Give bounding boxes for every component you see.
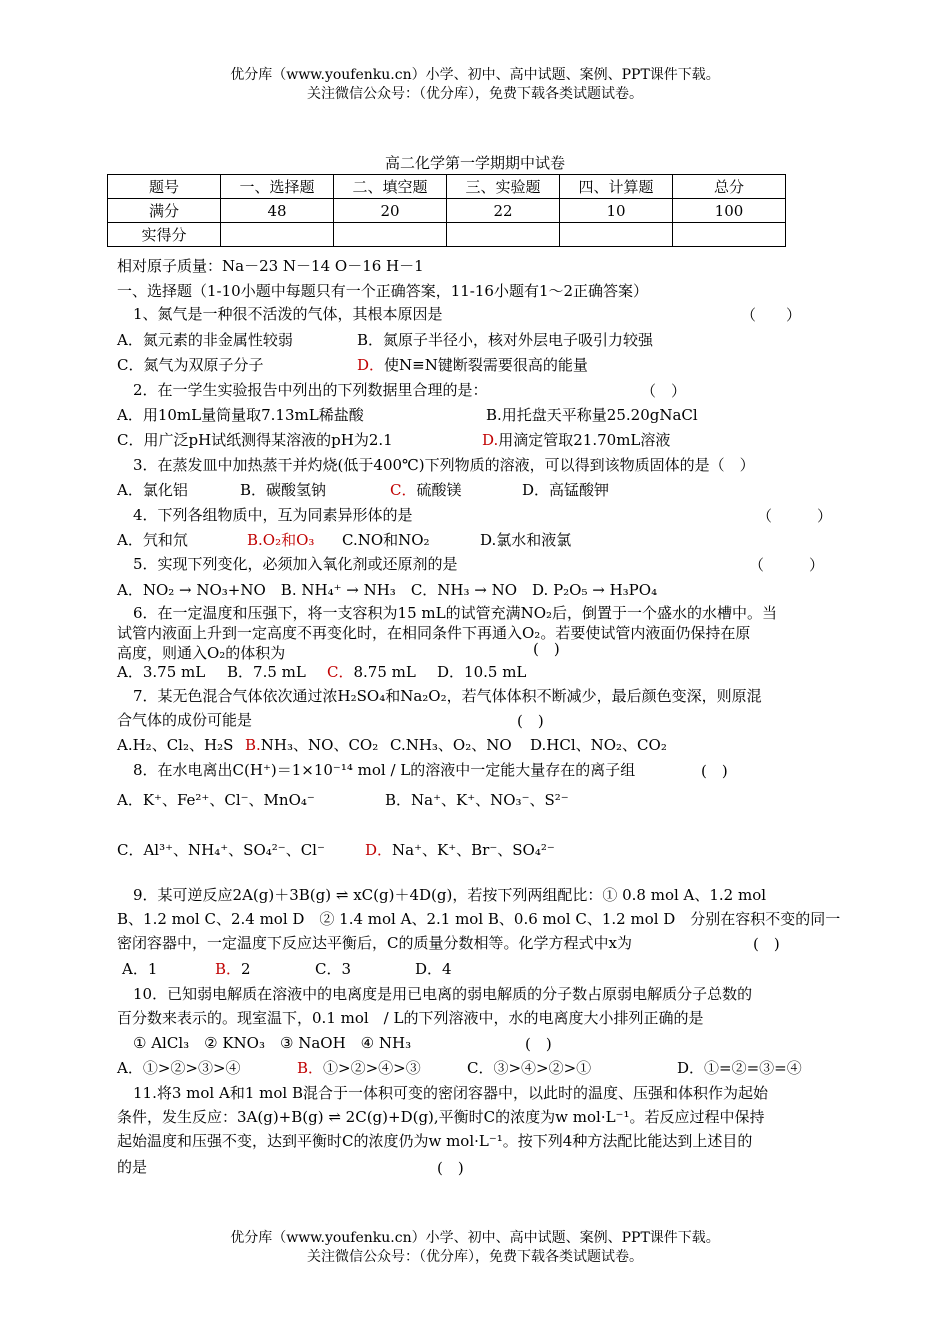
score-input-cell[interactable] (447, 223, 560, 247)
option-d: D．4 (415, 960, 452, 978)
score-input-cell[interactable] (334, 223, 447, 247)
option-a: A．①>②>③>④ (117, 1059, 241, 1077)
option-d: D.HCl、NO₂、CO₂ (530, 736, 667, 754)
answer-parens: ( ) (525, 1035, 552, 1053)
question-11-line-1: 11.将3 mol A和1 mol B混合于一体积可变的密闭容器中，以此时的温度、压强和体积作为起始 (133, 1084, 768, 1102)
page-header (0, 66, 950, 104)
question-5-options: A．NO₂ → NO₃+NO B. NH₄⁺ → NH₃ C．NH₃ → NO D. P₂O₅ → H₃PO₄ (117, 581, 658, 599)
option-c: C.NO和NO₂ (342, 531, 430, 549)
answer-mark: D. (482, 431, 499, 449)
option-a: A．3.75 mL (117, 663, 206, 681)
table-row (108, 199, 786, 223)
option-b (297, 1058, 421, 1078)
option-c (390, 480, 462, 500)
table-cell: 100 (673, 199, 786, 223)
score-input-cell[interactable] (560, 223, 673, 247)
question-11-line-3: 起始温度和压强不变，达到平衡时C的浓度仍为w mol·L⁻¹。按下列4种方法配比能达到上述目的 (117, 1132, 753, 1150)
question-7-line-1: 7．某无色混合气体依次通过浓H₂SO₄和Na₂O₂，若气体体积不断减少，最后颜色变深，则原混 (133, 687, 762, 705)
atomic-mass-note: 相对原子质量：Na－23 N－14 O－16 H－1 (117, 257, 424, 275)
question-10-line-2: 百分数来表示的。现室温下，0.1 mol / L的下列溶液中，水的电离度大小排列正确的是 (117, 1009, 704, 1027)
table-row (108, 175, 786, 199)
score-table (107, 174, 786, 247)
table-cell: 四、计算题 (560, 175, 673, 199)
question-1-stem: 1、氮气是一种很不活泼的气体，其根本原因是 (133, 305, 443, 323)
option-a: A.H₂、Cl₂、H₂S (117, 736, 234, 754)
table-cell: 10 (560, 199, 673, 223)
option-b-text: 2 (241, 960, 251, 978)
option-c: C．3 (315, 960, 352, 978)
question-5-stem: 5．实现下列变化，必须加入氧化剂或还原剂的是 (133, 555, 458, 573)
answer-parens: ( ) (517, 712, 544, 730)
option-c: C．用广泛pH试纸测得某溶液的pH为2.1 (117, 431, 393, 449)
table-cell: 一、选择题 (221, 175, 334, 199)
answer-parens: ( ) (437, 1159, 464, 1177)
question-8-stem: 8．在水电离出C(H⁺)＝1×10⁻¹⁴ mol / L的溶液中一定能大量存在的离子组 (133, 761, 636, 779)
option-b (245, 735, 378, 755)
answer-parens: ( ) (753, 935, 780, 953)
option-b: B．碳酸氢钠 (240, 481, 327, 499)
option-b: B．Na⁺、K⁺、NO₃⁻、S²⁻ (385, 791, 569, 809)
question-7-line-2: 合气体的成份可能是 (117, 711, 253, 729)
option-d-text: 用滴定管取21.70mL溶液 (498, 431, 671, 449)
answer-mark: B. (245, 736, 261, 754)
answer-mark: D． (365, 841, 393, 859)
table-cell: 20 (334, 199, 447, 223)
footer-line-2: 关注微信公众号：（优分库），免费下载各类试题试卷。 (307, 1249, 643, 1265)
question-6-line-2: 试管内液面上升到一定高度不再变化时，在相同条件下再通入O₂。若要使试管内液面仍保持在原 (117, 624, 751, 642)
question-4-stem: 4．下列各组物质中，互为同素异形体的是 (133, 506, 413, 524)
answer-parens: （ ） (749, 556, 825, 574)
question-10-line-1: 10．已知弱电解质在溶液中的电离度是用已电离的弱电解质的分子数占原弱电解质分子总数的 (133, 985, 753, 1003)
option-d: D.氯水和液氯 (480, 531, 572, 549)
table-cell: 48 (221, 199, 334, 223)
section-heading: 一、选择题（1-10小题中每题只有一个正确答案，11-16小题有1～2正确答案） (117, 282, 649, 300)
answer-parens: （ ） (641, 382, 687, 400)
answer-parens: （ ） (741, 306, 802, 324)
question-6-line-1: 6．在一定温度和压强下，将一支容积为15 mL的试管充满NO₂后，倒置于一个盛水的水槽中。当 (133, 604, 778, 622)
table-cell: 22 (447, 199, 560, 223)
option-b-text: NH₃、NO、CO₂ (260, 736, 379, 754)
option-b: B.O₂和O₃ (247, 531, 315, 549)
option-d (357, 355, 588, 375)
answer-parens: ( ) (701, 762, 728, 780)
table-cell: 满分 (108, 199, 221, 223)
question-11-line-2: 条件，发生反应：3A(g)+B(g) ⇌ 2C(g)+D(g),平衡时C的浓度为w mol·L⁻¹。若反应过程中保持 (117, 1108, 765, 1126)
question-3-stem: 3．在蒸发皿中加热蒸干并灼烧(低于400℃)下列物质的溶液，可以得到该物质固体的是（ ） (133, 456, 755, 474)
answer-mark: C． (390, 481, 417, 499)
question-9-line-3: 密闭容器中，一定温度下反应达平衡后，C的质量分数相等。化学方程式中x为 (117, 934, 632, 952)
question-2-stem: 2．在一学生实验报告中列出的下列数据里合理的是： (133, 381, 488, 399)
footer-line-1: 优分库（www.youfenku.cn）小学、初中、高中试题、案例、PPT课件下载。 (230, 1230, 720, 1246)
option-c: C.NH₃、O₂、NO (390, 736, 512, 754)
option-c (327, 662, 416, 682)
table-cell: 总分 (673, 175, 786, 199)
table-cell: 三、实验题 (447, 175, 560, 199)
question-6-line-3: 高度，则通入O₂的体积为 (117, 644, 286, 662)
answer-mark: B． (297, 1059, 324, 1077)
answer-mark: B． (215, 960, 242, 978)
option-c-text: 硫酸镁 (416, 481, 462, 499)
option-b: B.用托盘天平称量25.20gNaCl (486, 406, 698, 424)
option-b: B．7.5 mL (227, 663, 306, 681)
score-input-cell[interactable] (673, 223, 786, 247)
option-b: B．氮原子半径小，核对外层电子吸引力较强 (357, 331, 654, 349)
option-d (365, 840, 555, 860)
option-d-text: 使N≡N键断裂需要很高的能量 (384, 356, 588, 374)
score-input-cell[interactable] (221, 223, 334, 247)
option-d: D．10.5 mL (437, 663, 527, 681)
option-a: A．1 (122, 960, 158, 978)
option-a: A．K⁺、Fe²⁺、Cl⁻、MnO₄⁻ (117, 791, 315, 809)
exam-title: 高二化学第一学期期中试卷 (384, 154, 565, 172)
table-cell: 二、填空题 (334, 175, 447, 199)
answer-mark: C． (327, 663, 354, 681)
option-d-text: Na⁺、K⁺、Br⁻、SO₄²⁻ (392, 841, 555, 859)
answer-parens: （ ） (757, 507, 833, 525)
option-c: C．Al³⁺、NH₄⁺、SO₄²⁻、Cl⁻ (117, 841, 325, 859)
header-line-1: 优分库（www.youfenku.cn）小学、初中、高中试题、案例、PPT课件下载。 (230, 67, 720, 83)
option-a: A．用10mL量筒量取7.13mL稀盐酸 (117, 406, 364, 424)
option-a: A．氕和氘 (117, 531, 188, 549)
table-row (108, 223, 786, 247)
page-footer (0, 1229, 950, 1267)
question-9-line-2: B、1.2 mol C、2.4 mol D ② 1.4 mol A、2.1 mol B、0.6 mol C、1.2 mol D 分别在容积不变的同一 (117, 910, 841, 928)
option-b (215, 959, 251, 979)
option-c: C．氮气为双原子分子 (117, 356, 264, 374)
table-cell: 题号 (108, 175, 221, 199)
option-b-text: ①>②>④>③ (323, 1059, 421, 1077)
option-a: A．氮元素的非金属性较弱 (117, 331, 293, 349)
question-10-line-3: ① AlCl₃ ② KNO₃ ③ NaOH ④ NH₃ (133, 1034, 412, 1052)
option-c: C．③>④>②>① (467, 1059, 592, 1077)
answer-mark: D． (357, 356, 385, 374)
table-cell: 实得分 (108, 223, 221, 247)
option-d (482, 430, 670, 450)
option-d: D．①=②=③=④ (677, 1059, 802, 1077)
option-d: D．高锰酸钾 (522, 481, 610, 499)
question-9-line-1: 9．某可逆反应2A(g)＋3B(g) ⇌ xC(g)＋4D(g)，若按下列两组配比：① 0.8 mol A、1.2 mol (133, 886, 767, 904)
header-line-2: 关注微信公众号：（优分库），免费下载各类试题试卷。 (307, 86, 643, 102)
option-c-text: 8.75 mL (353, 663, 416, 681)
option-a: A．氯化铝 (117, 481, 188, 499)
question-11-line-4: 的是 (117, 1158, 148, 1176)
answer-parens: ( ) (533, 640, 560, 658)
